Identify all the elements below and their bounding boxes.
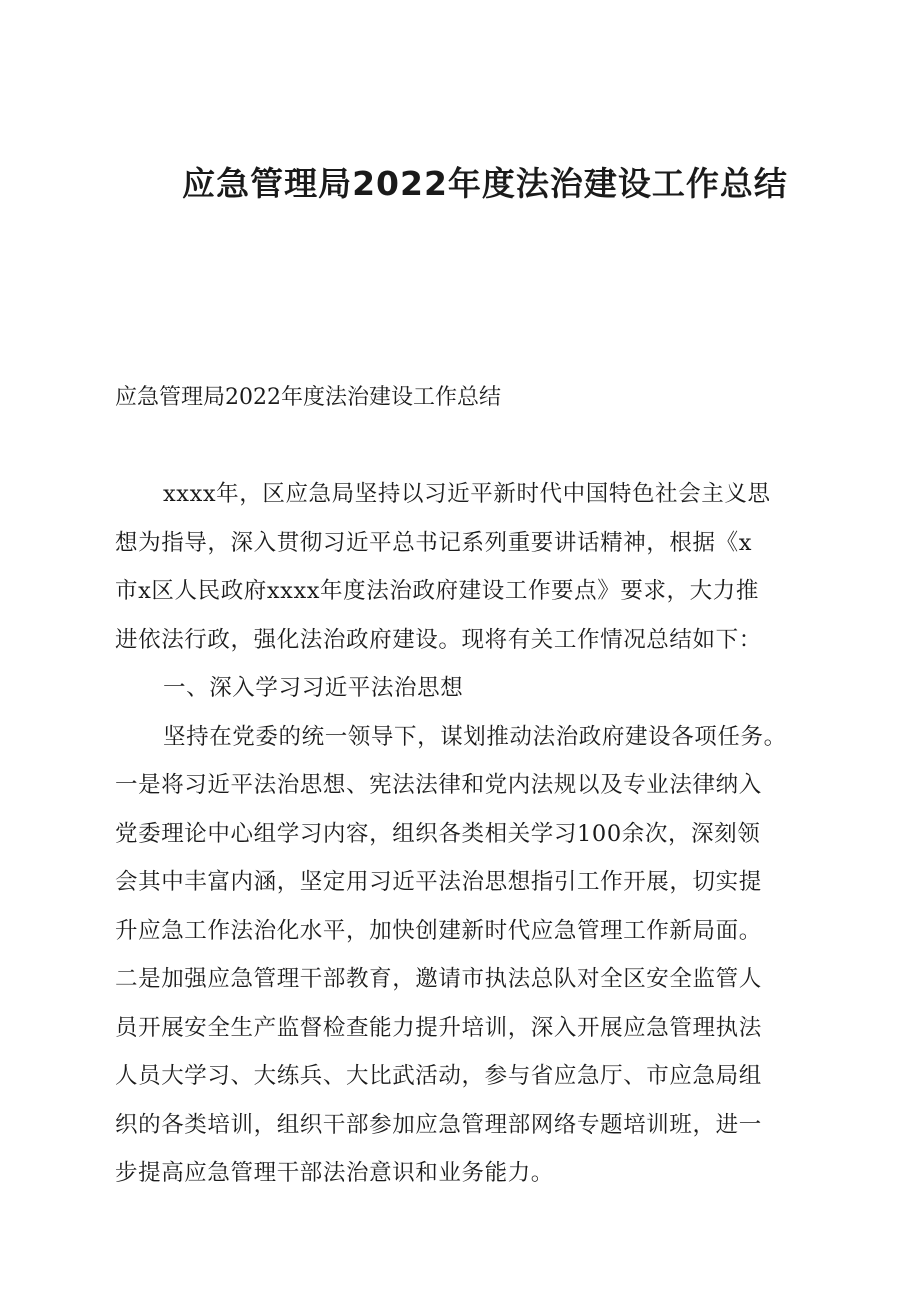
paragraph-line: 会其中丰富内涵，坚定用习近平法治思想指引工作开展，切实提	[115, 869, 762, 895]
paragraph-line: 人员大学习、大练兵、大比武活动，参与省应急厅、市应急局组	[115, 1063, 762, 1089]
document-subtitle: 应急管理局2022年度法治建设工作总结	[115, 385, 501, 410]
paragraph-line: 党委理论中心组学习内容，组织各类相关学习100余次，深刻领	[115, 820, 761, 847]
paragraph-line: 织的各类培训，组织干部参加应急管理部网络专题培训班，进一	[115, 1111, 762, 1138]
paragraph-line: 坚持在党委的统一领导下，谋划推动法治政府建设各项任务。	[163, 723, 787, 750]
paragraph-line: 员开展安全生产监督检查能力提升培训，深入开展应急管理执法	[115, 1014, 762, 1041]
paragraph-line: 一是将习近平法治思想、宪法法律和党内法规以及专业法律纳入	[115, 772, 762, 798]
paragraph-line: 想为指导，深入贯彻习近平总书记系列重要讲话精神，根据《x	[115, 529, 752, 556]
document-body	[115, 470, 815, 1198]
paragraph-line: 步提高应急管理干部法治意识和业务能力。	[115, 1160, 554, 1186]
section-heading: 一、深入学习习近平法治思想	[163, 675, 464, 701]
paragraph-line: 二是加强应急管理干部教育，邀请市执法总队对全区安全监管人	[115, 966, 762, 992]
paragraph-line: 市x区人民政府xxxx年度法治政府建设工作要点》要求，大力推	[115, 578, 759, 604]
document-title: 应急管理局2022年度法治建设工作总结	[182, 164, 788, 203]
paragraph-line: 进依法行政，强化法治政府建设。现将有关工作情况总结如下：	[115, 626, 762, 653]
paragraph-line: xxxx年，区应急局坚持以习近平新时代中国特色社会主义思	[163, 481, 771, 507]
paragraph-line: 升应急工作法治化水平，加快创建新时代应急管理工作新局面。	[115, 917, 762, 944]
